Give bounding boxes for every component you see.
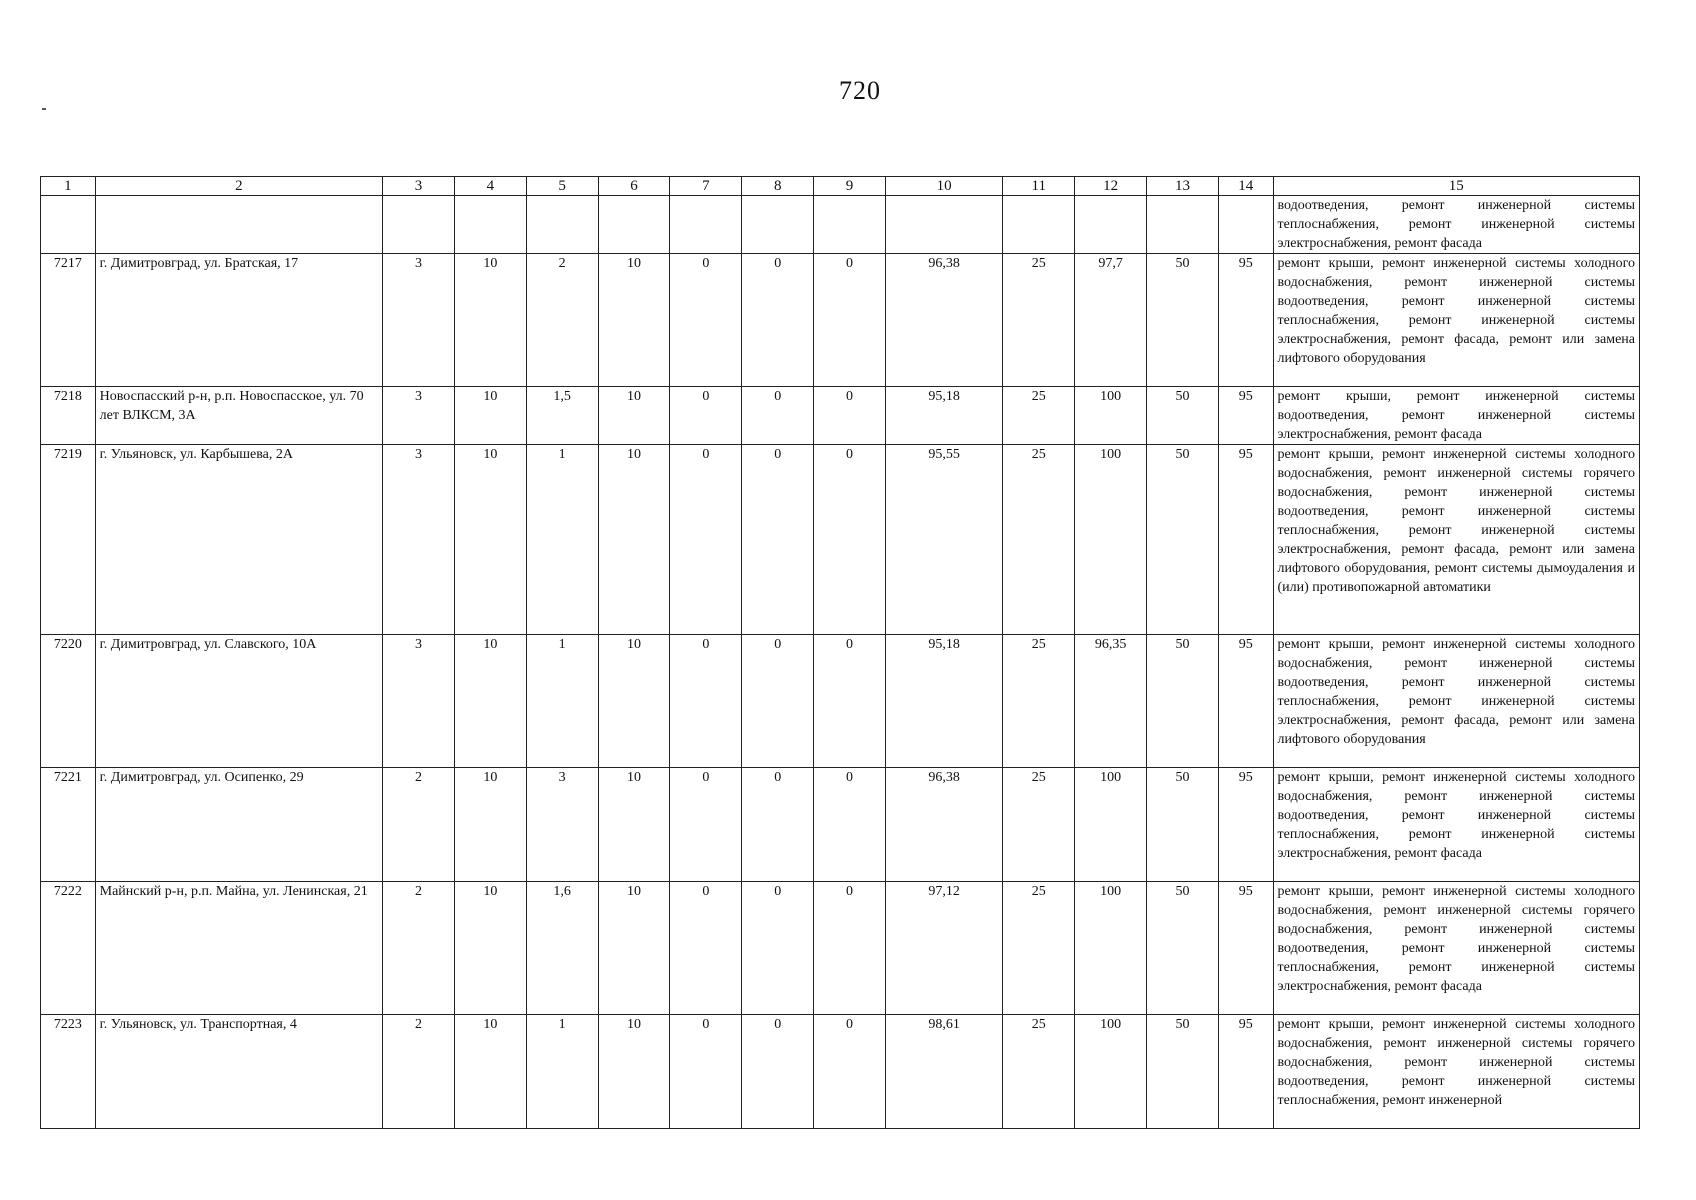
cell-c8: 0 <box>742 882 814 1015</box>
cell-works: водоотведения, ремонт инженерной системы теплоснабжения, ремонт инженерной системы электроснабжения, ремонт фасада <box>1273 196 1639 254</box>
cell-c11: 25 <box>1003 254 1075 387</box>
cell-c4: 10 <box>454 768 526 882</box>
cell-c6: 10 <box>598 768 670 882</box>
cell-c3 <box>383 196 455 254</box>
table-row <box>41 1015 1640 1129</box>
cell-c7: 0 <box>670 387 742 445</box>
cell-works: ремонт крыши, ремонт инженерной системы холодного водоснабжения, ремонт инженерной системы водоотведения, ремонт инженерной системы теплоснабжения, ремонт инженерной системы электроснабжения, ремонт фасада <box>1273 768 1639 882</box>
cell-id: 7223 <box>41 1015 96 1129</box>
table-row <box>41 445 1640 635</box>
cell-c4: 10 <box>454 635 526 768</box>
cell-c5: 1 <box>526 1015 598 1129</box>
cell-c5: 2 <box>526 254 598 387</box>
column-header-4: 4 <box>454 177 526 196</box>
cell-c12: 100 <box>1075 882 1147 1015</box>
cell-c12: 100 <box>1075 768 1147 882</box>
cell-works: ремонт крыши, ремонт инженерной системы холодного водоснабжения, ремонт инженерной системы горячего водоснабжения, ремонт инженерной системы водоотведения, ремонт инженерной системы теплоснабжения, ремонт инженерной <box>1273 1015 1639 1129</box>
column-header-12: 12 <box>1075 177 1147 196</box>
cell-c6: 10 <box>598 254 670 387</box>
cell-c11: 25 <box>1003 387 1075 445</box>
cell-c12: 100 <box>1075 387 1147 445</box>
cell-works: ремонт крыши, ремонт инженерной системы холодного водоснабжения, ремонт инженерной системы горячего водоснабжения, ремонт инженерной системы водоотведения, ремонт инженерной системы теплоснабжения, ремонт инженерной системы электроснабжения, ремонт фасада, ремонт или замена лифтового оборудования, ремонт системы дымоудаления и (или) противопожарной автоматики <box>1273 445 1639 635</box>
cell-id: 7220 <box>41 635 96 768</box>
cell-c8: 0 <box>742 387 814 445</box>
column-header-9: 9 <box>814 177 886 196</box>
cell-address: Новоспасский р-н, р.п. Новоспасское, ул. 70 лет ВЛКСМ, 3А <box>95 387 382 445</box>
cell-c11: 25 <box>1003 768 1075 882</box>
cell-works: ремонт крыши, ремонт инженерной системы холодного водоснабжения, ремонт инженерной системы водоотведения, ремонт инженерной системы теплоснабжения, ремонт инженерной системы электроснабжения, ремонт фасада, ремонт или замена лифтового оборудования <box>1273 254 1639 387</box>
cell-id: 7217 <box>41 254 96 387</box>
cell-c14: 95 <box>1218 768 1273 882</box>
table-row <box>41 387 1640 445</box>
cell-c5: 3 <box>526 768 598 882</box>
cell-c10: 95,18 <box>885 387 1002 445</box>
cell-c8 <box>742 196 814 254</box>
cell-c3: 3 <box>383 445 455 635</box>
cell-c3: 2 <box>383 882 455 1015</box>
cell-c4 <box>454 196 526 254</box>
cell-works: ремонт крыши, ремонт инженерной системы холодного водоснабжения, ремонт инженерной системы горячего водоснабжения, ремонт инженерной системы водоотведения, ремонт инженерной системы теплоснабжения, ремонт инженерной системы электроснабжения, ремонт фасада <box>1273 882 1639 1015</box>
cell-c4: 10 <box>454 254 526 387</box>
cell-c12: 97,7 <box>1075 254 1147 387</box>
cell-c6: 10 <box>598 445 670 635</box>
table-row <box>41 882 1640 1015</box>
cell-c11: 25 <box>1003 635 1075 768</box>
cell-c14 <box>1218 196 1273 254</box>
column-header-11: 11 <box>1003 177 1075 196</box>
cell-c12 <box>1075 196 1147 254</box>
cell-address: г. Ульяновск, ул. Карбышева, 2А <box>95 445 382 635</box>
cell-c13: 50 <box>1147 882 1219 1015</box>
cell-c10: 95,18 <box>885 635 1002 768</box>
cell-c8: 0 <box>742 254 814 387</box>
cell-c10: 98,61 <box>885 1015 1002 1129</box>
page-number: 720 <box>839 76 881 105</box>
cell-c4: 10 <box>454 387 526 445</box>
cell-c7: 0 <box>670 882 742 1015</box>
cell-c4: 10 <box>454 882 526 1015</box>
cell-id: 7222 <box>41 882 96 1015</box>
cell-c9: 0 <box>814 882 886 1015</box>
cell-c6: 10 <box>598 1015 670 1129</box>
cell-c3: 2 <box>383 768 455 882</box>
cell-c8: 0 <box>742 635 814 768</box>
header-row <box>41 177 1640 196</box>
cell-c4: 10 <box>454 445 526 635</box>
cell-c9: 0 <box>814 445 886 635</box>
cell-c7: 0 <box>670 635 742 768</box>
cell-c12: 96,35 <box>1075 635 1147 768</box>
cell-c7 <box>670 196 742 254</box>
cell-c6: 10 <box>598 387 670 445</box>
cell-c9: 0 <box>814 635 886 768</box>
cell-address: г. Димитровград, ул. Братская, 17 <box>95 254 382 387</box>
cell-c14: 95 <box>1218 254 1273 387</box>
cell-address <box>95 196 382 254</box>
cell-c6 <box>598 196 670 254</box>
table-row <box>41 768 1640 882</box>
table-body <box>41 196 1640 1129</box>
cell-id <box>41 196 96 254</box>
cell-c5: 1 <box>526 445 598 635</box>
table-header <box>41 177 1640 196</box>
cell-c5: 1 <box>526 635 598 768</box>
repair-register-table <box>40 176 1640 1129</box>
cell-c12: 100 <box>1075 1015 1147 1129</box>
cell-c9: 0 <box>814 768 886 882</box>
cell-c10: 96,38 <box>885 254 1002 387</box>
cell-id: 7219 <box>41 445 96 635</box>
cell-works: ремонт крыши, ремонт инженерной системы холодного водоснабжения, ремонт инженерной системы водоотведения, ремонт инженерной системы теплоснабжения, ремонт инженерной системы электроснабжения, ремонт фасада, ремонт или замена лифтового оборудования <box>1273 635 1639 768</box>
cell-c3: 3 <box>383 635 455 768</box>
cell-c10: 96,38 <box>885 768 1002 882</box>
scan-speck <box>42 108 46 110</box>
cell-c8: 0 <box>742 445 814 635</box>
cell-c9: 0 <box>814 1015 886 1129</box>
column-header-14: 14 <box>1218 177 1273 196</box>
cell-c13: 50 <box>1147 1015 1219 1129</box>
cell-c14: 95 <box>1218 635 1273 768</box>
cell-c13 <box>1147 196 1219 254</box>
column-header-2: 2 <box>95 177 382 196</box>
cell-c14: 95 <box>1218 445 1273 635</box>
cell-c12: 100 <box>1075 445 1147 635</box>
cell-c8: 0 <box>742 1015 814 1129</box>
cell-c10: 97,12 <box>885 882 1002 1015</box>
column-header-6: 6 <box>598 177 670 196</box>
cell-c5: 1,6 <box>526 882 598 1015</box>
cell-c10: 95,55 <box>885 445 1002 635</box>
column-header-3: 3 <box>383 177 455 196</box>
cell-c13: 50 <box>1147 635 1219 768</box>
cell-c10 <box>885 196 1002 254</box>
cell-c14: 95 <box>1218 1015 1273 1129</box>
column-header-10: 10 <box>885 177 1002 196</box>
cell-c9: 0 <box>814 387 886 445</box>
cell-c13: 50 <box>1147 445 1219 635</box>
cell-c3: 3 <box>383 387 455 445</box>
cell-c5: 1,5 <box>526 387 598 445</box>
table-row <box>41 635 1640 768</box>
cell-c9: 0 <box>814 254 886 387</box>
cell-c7: 0 <box>670 768 742 882</box>
column-header-15: 15 <box>1273 177 1639 196</box>
column-header-7: 7 <box>670 177 742 196</box>
column-header-8: 8 <box>742 177 814 196</box>
cell-c7: 0 <box>670 1015 742 1129</box>
cell-c14: 95 <box>1218 387 1273 445</box>
cell-c11: 25 <box>1003 1015 1075 1129</box>
cell-address: г. Димитровград, ул. Славского, 10А <box>95 635 382 768</box>
cell-c11: 25 <box>1003 445 1075 635</box>
cell-address: Майнский р-н, р.п. Майна, ул. Ленинская, 21 <box>95 882 382 1015</box>
cell-address: г. Димитровград, ул. Осипенко, 29 <box>95 768 382 882</box>
cell-c11: 25 <box>1003 882 1075 1015</box>
cell-c7: 0 <box>670 445 742 635</box>
cell-id: 7221 <box>41 768 96 882</box>
cell-c3: 3 <box>383 254 455 387</box>
cell-c14: 95 <box>1218 882 1273 1015</box>
cell-c13: 50 <box>1147 768 1219 882</box>
column-header-13: 13 <box>1147 177 1219 196</box>
cell-c6: 10 <box>598 635 670 768</box>
cell-c9 <box>814 196 886 254</box>
cell-c5 <box>526 196 598 254</box>
cell-c3: 2 <box>383 1015 455 1129</box>
column-header-1: 1 <box>41 177 96 196</box>
table-row-continuation <box>41 196 1640 254</box>
cell-c4: 10 <box>454 1015 526 1129</box>
cell-address: г. Ульяновск, ул. Транспортная, 4 <box>95 1015 382 1129</box>
cell-c13: 50 <box>1147 387 1219 445</box>
cell-works: ремонт крыши, ремонт инженерной системы водоотведения, ремонт инженерной системы электроснабжения, ремонт фасада <box>1273 387 1639 445</box>
column-header-5: 5 <box>526 177 598 196</box>
cell-c7: 0 <box>670 254 742 387</box>
cell-c11 <box>1003 196 1075 254</box>
cell-c8: 0 <box>742 768 814 882</box>
table-row <box>41 254 1640 387</box>
cell-c13: 50 <box>1147 254 1219 387</box>
cell-c6: 10 <box>598 882 670 1015</box>
cell-id: 7218 <box>41 387 96 445</box>
